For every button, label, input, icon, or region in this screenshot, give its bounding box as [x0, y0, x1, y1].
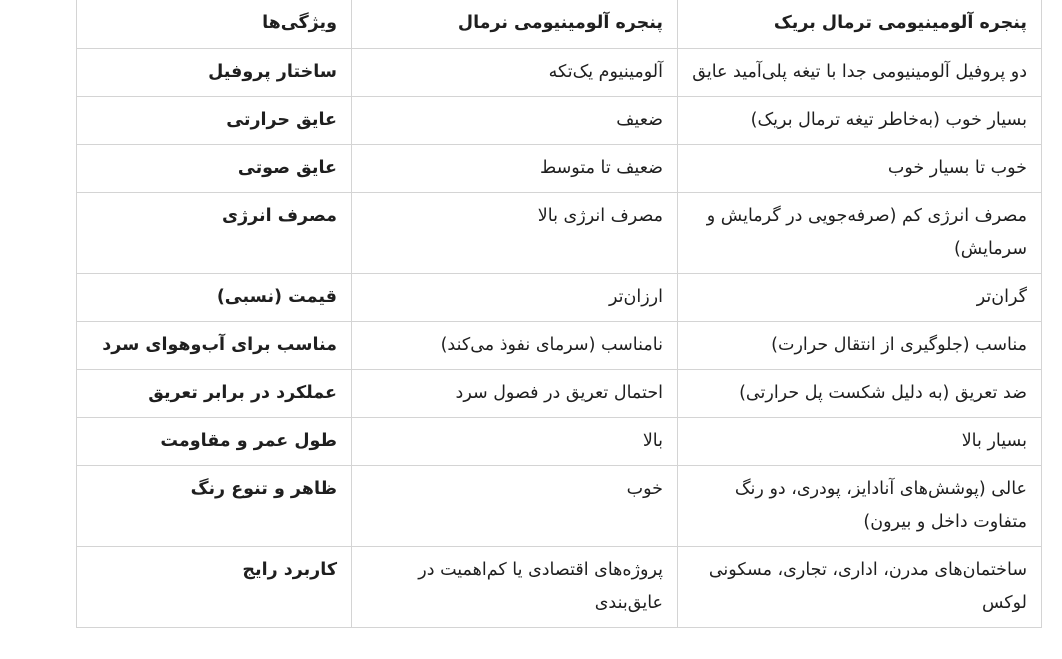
cell-feature: ساختار پروفیل — [77, 49, 352, 97]
table-row — [77, 49, 1042, 97]
table-row — [77, 466, 1042, 547]
cell-normal: مصرف انرژی بالا — [352, 193, 678, 274]
cell-normal: ضعیف — [352, 97, 678, 145]
cell-thermal-break: مناسب (جلوگیری از انتقال حرارت) — [678, 322, 1042, 370]
cell-thermal-break: گران‌تر — [678, 274, 1042, 322]
table-row — [77, 418, 1042, 466]
table-header-row — [77, 0, 1042, 49]
cell-thermal-break: عالی (پوشش‌های آنادایز، پودری، دو رنگ متفاوت داخل و بیرون) — [678, 466, 1042, 547]
table-row — [77, 547, 1042, 628]
cell-normal: بالا — [352, 418, 678, 466]
cell-normal: خوب — [352, 466, 678, 547]
cell-thermal-break: مصرف انرژی کم (صرفه‌جویی در گرمایش و سرمایش) — [678, 193, 1042, 274]
cell-thermal-break: ساختمان‌های مدرن، اداری، تجاری، مسکونی لوکس — [678, 547, 1042, 628]
table-row — [77, 97, 1042, 145]
header-normal: پنجره آلومینیومی نرمال — [352, 0, 678, 49]
cell-feature: ظاهر و تنوع رنگ — [77, 466, 352, 547]
cell-feature: مناسب برای آب‌وهوای سرد — [77, 322, 352, 370]
cell-feature: مصرف انرژی — [77, 193, 352, 274]
table-row — [77, 193, 1042, 274]
cell-feature: قیمت (نسبی) — [77, 274, 352, 322]
table-row — [77, 274, 1042, 322]
cell-normal: پروژه‌های اقتصادی یا کم‌اهمیت در عایق‌بندی — [352, 547, 678, 628]
cell-normal: آلومینیوم یک‌تکه — [352, 49, 678, 97]
cell-feature: عایق صوتی — [77, 145, 352, 193]
cell-thermal-break: خوب تا بسیار خوب — [678, 145, 1042, 193]
table-row — [77, 370, 1042, 418]
cell-thermal-break: بسیار خوب (به‌خاطر تیغه ترمال بریک) — [678, 97, 1042, 145]
cell-thermal-break: ضد تعریق (به دلیل شکست پل حرارتی) — [678, 370, 1042, 418]
header-thermal-break: پنجره آلومینیومی ترمال بریک — [678, 0, 1042, 49]
cell-normal: نامناسب (سرمای نفوذ می‌کند) — [352, 322, 678, 370]
cell-normal: ضعیف تا متوسط — [352, 145, 678, 193]
table-row — [77, 322, 1042, 370]
cell-thermal-break: بسیار بالا — [678, 418, 1042, 466]
comparison-table-container — [76, 0, 1041, 628]
cell-feature: عملکرد در برابر تعریق — [77, 370, 352, 418]
cell-feature: کاربرد رایج — [77, 547, 352, 628]
table-row — [77, 145, 1042, 193]
cell-thermal-break: دو پروفیل آلومینیومی جدا با تیغه پلی‌آمید عایق — [678, 49, 1042, 97]
cell-feature: طول عمر و مقاومت — [77, 418, 352, 466]
cell-normal: ارزان‌تر — [352, 274, 678, 322]
cell-normal: احتمال تعریق در فصول سرد — [352, 370, 678, 418]
header-feature: ویژگی‌ها — [77, 0, 352, 49]
comparison-table — [76, 0, 1042, 628]
cell-feature: عایق حرارتی — [77, 97, 352, 145]
